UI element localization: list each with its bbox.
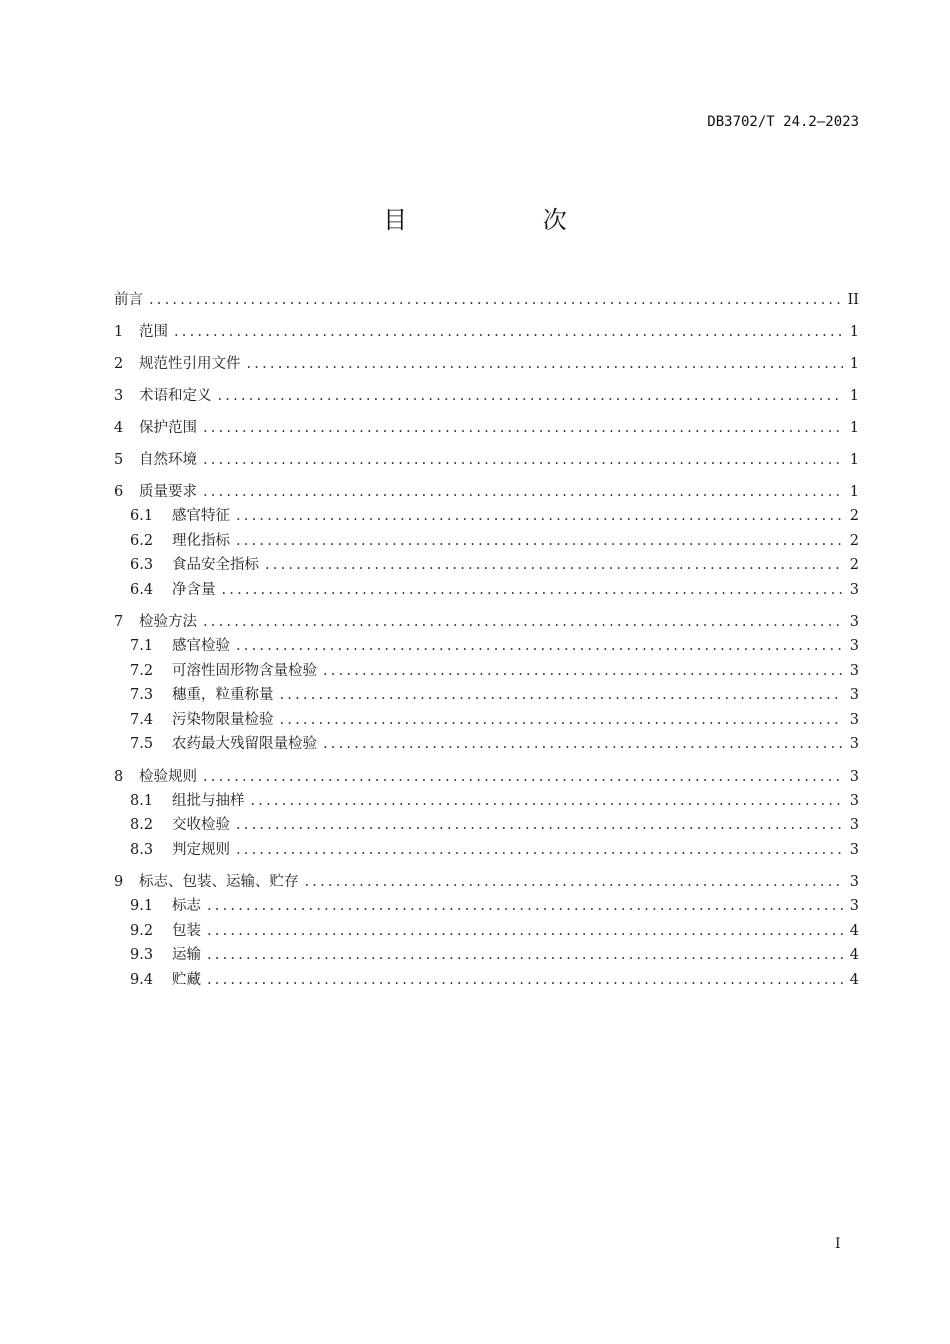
toc-entry[interactable] [114,448,859,472]
toc-entry-label: 保护范围 [139,420,197,436]
toc-entry-number: 9.1 [130,898,154,914]
dot-leader [203,614,843,630]
toc-entry[interactable] [114,553,859,578]
dot-leader [207,972,843,988]
toc-entry-label: 自然环境 [139,452,197,468]
dot-leader [203,484,843,500]
toc-entry-page: 4 [849,947,859,963]
dot-leader [222,582,844,598]
toc-entry-number: 9.2 [130,922,154,939]
toc-entry-label: 污染物限量检验 [172,711,274,728]
toc-entry-page: 3 [849,817,859,833]
toc-entry-number: 8.2 [130,817,154,833]
toc-entry-number: 5 [114,452,124,468]
toc-entry[interactable] [114,634,859,659]
toc-entry-number: 6 [114,484,124,500]
toc-entry[interactable] [114,838,859,863]
toc-entry-page: 1 [849,452,859,468]
toc-entry-label: 交收检验 [172,817,230,833]
toc-entry-number: 6.1 [130,508,154,524]
toc-entry[interactable] [114,610,859,634]
toc-entry[interactable] [114,288,859,312]
document-code: DB3702/T 24.2—2023 [707,114,859,130]
toc-entry-page: 3 [849,841,859,858]
toc-entry-page: 2 [849,508,859,524]
toc-entry-number: 7.1 [130,638,154,654]
toc-entry-number: 9.4 [130,971,154,988]
dot-leader [236,638,843,654]
toc-entry-number: 1 [114,324,124,340]
toc-entry-number: 6.3 [130,557,154,573]
page-number: I [835,1236,841,1252]
toc-entry-number: 6.4 [130,581,154,598]
toc-entry-number: 9.3 [130,947,154,963]
toc-entry-page: 1 [849,388,859,404]
toc-entry-number: 3 [114,388,124,404]
toc-entry-label: 贮藏 [172,971,201,988]
toc-entry-page: 1 [849,324,859,340]
toc-entry-number: 7.4 [130,711,154,728]
toc-entry-page: 4 [849,922,859,939]
toc-entry-page: 4 [849,971,859,988]
toc-entry-page: 1 [849,356,859,372]
toc-entry[interactable] [114,320,859,344]
toc-entry-page: 3 [849,874,859,890]
toc-entry-page: 3 [849,768,859,785]
toc-entry-number: 9 [114,874,124,890]
dot-leader [236,508,843,524]
toc-entry[interactable] [114,352,859,376]
toc-entry-page: 3 [849,792,859,809]
toc-entry-page: 3 [849,638,859,654]
toc-entry-page: 2 [849,532,859,549]
toc-entry[interactable] [114,870,859,894]
dot-leader [236,533,843,549]
toc-entry-label: 判定规则 [172,841,230,858]
toc-entry-page: 1 [849,484,859,500]
toc-entry-number: 4 [114,420,124,436]
toc-entry-label: 感官特征 [172,508,230,524]
toc-entry-page: 3 [849,711,859,728]
dot-leader [207,923,843,939]
toc-entry-label: 可溶性固形物含量检验 [172,662,317,679]
toc-entry-label: 运输 [172,947,201,963]
toc-entry-page: II [847,292,859,308]
toc-entry-label: 标志、包装、运输、贮存 [139,874,299,890]
toc-entry-number: 7 [114,614,124,630]
toc-entry-label: 检验规则 [139,768,197,785]
dot-leader [203,769,843,785]
toc-entry-label: 理化指标 [172,532,230,549]
toc-entry[interactable] [114,765,859,789]
dot-leader [265,557,843,573]
toc-entry[interactable] [114,968,859,993]
toc-entry[interactable] [114,504,859,529]
toc-entry[interactable] [114,659,859,684]
toc-entry[interactable] [114,708,859,733]
dot-leader [236,817,843,833]
toc-entry[interactable] [114,943,859,968]
toc-entry-number: 7.3 [130,687,154,703]
dot-leader [305,874,844,890]
toc-entry-page: 1 [849,420,859,436]
toc-entry-label: 包装 [172,922,201,939]
dot-leader [323,663,843,679]
toc-entry[interactable] [114,416,859,440]
toc-entry-label: 检验方法 [139,614,197,630]
toc-entry-number: 2 [114,356,124,372]
toc-entry-number: 8 [114,768,124,785]
toc-entry[interactable] [114,813,859,838]
dot-leader [218,388,844,404]
toc-entry-page: 3 [849,581,859,598]
dot-leader [174,324,843,340]
toc-entry-label: 标志 [172,898,201,914]
toc-entry-number: 8.1 [130,792,154,809]
toc-entry-label: 前言 [114,292,143,308]
dot-leader [247,356,844,372]
toc-entry-label: 穗重，粒重称量 [172,687,274,703]
dot-leader [207,947,843,963]
toc-entry-label: 质量要求 [139,484,197,500]
dot-leader [323,736,843,752]
toc-entry-label: 范围 [139,324,168,340]
toc-entry-label: 术语和定义 [139,388,212,404]
dot-leader [149,292,842,308]
toc-entry-page: 3 [849,687,859,703]
toc-entry-number: 7.2 [130,662,154,679]
dot-leader [203,452,843,468]
toc-entry-label: 规范性引用文件 [139,356,241,372]
toc-entry[interactable] [114,732,859,757]
toc-entry-number: 6.2 [130,532,154,549]
table-of-contents [114,288,859,992]
toc-entry-number: 7.5 [130,736,154,752]
toc-entry-label: 净含量 [172,581,216,598]
toc-entry-label: 感官检验 [172,638,230,654]
toc-entry-page: 3 [849,898,859,914]
dot-leader [280,712,844,728]
toc-entry-number: 8.3 [130,841,154,858]
dot-leader [280,687,844,703]
dot-leader [207,898,843,914]
toc-entry[interactable] [114,894,859,919]
toc-entry-label: 食品安全指标 [172,557,259,573]
toc-entry[interactable] [114,683,859,708]
toc-entry-page: 3 [849,662,859,679]
toc-entry-page: 3 [849,614,859,630]
dot-leader [203,420,843,436]
toc-entry[interactable] [114,789,859,814]
toc-entry[interactable] [114,480,859,504]
page-title: 目 次 [383,206,631,234]
toc-entry-page: 2 [849,557,859,573]
dot-leader [236,842,843,858]
toc-entry[interactable] [114,384,859,408]
dot-leader [251,793,844,809]
toc-entry-page: 3 [849,736,859,752]
toc-entry-label: 农药最大残留限量检验 [172,736,317,752]
toc-entry[interactable] [114,578,859,603]
toc-entry[interactable] [114,919,859,944]
toc-entry-label: 组批与抽样 [172,792,245,809]
toc-entry[interactable] [114,529,859,554]
